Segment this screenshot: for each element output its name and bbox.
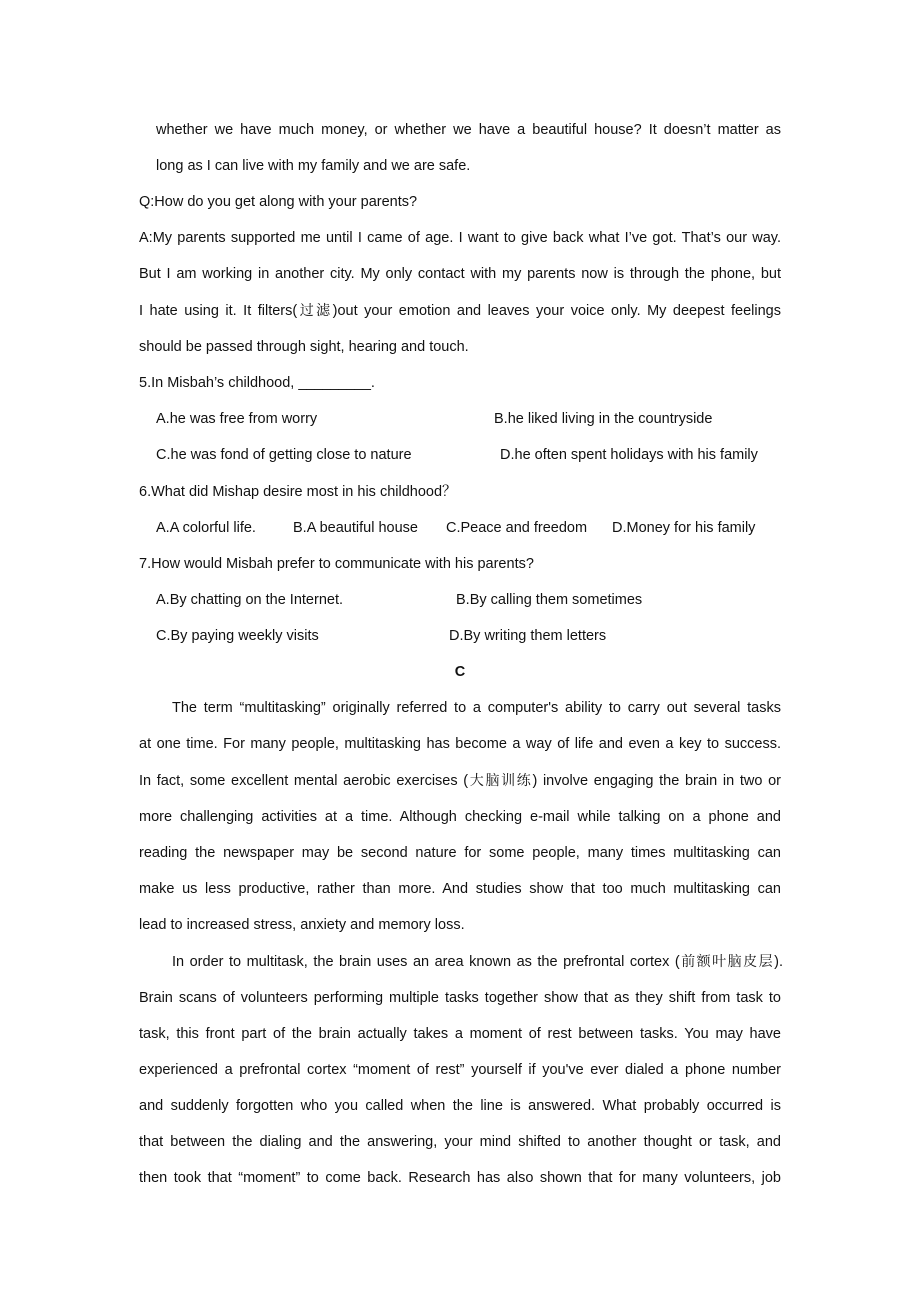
question-6-stem: 6.What did Mishap desire most in his childhood？ [139,484,457,500]
paragraph-text: In fact, some excellent mental aerobic exercises ( [139,773,469,789]
question-5-option-b: B.he liked living in the countryside [494,411,713,427]
paragraph-2-line-3: task, this front part of the brain actually takes a moment of rest between tasks. You may have [139,1026,781,1042]
interview-answer-line-3 [139,301,781,321]
question-6-option-b: B.A beautiful house [293,520,418,536]
paragraph-2-line-2: Brain scans of volunteers performing multiple tasks together show that as they shift from task to [139,990,781,1006]
question-6-option-a: A.A colorful life. [156,520,256,536]
paragraph-2-line-4: experienced a prefrontal cortex “moment of rest” yourself if you've ever dialed a phone number [139,1062,781,1078]
interview-question: Q:How do you get along with your parents? [139,194,418,210]
paragraph-1-line-1: The term “multitasking” originally referred to a computer's ability to carry out several tasks [172,700,781,716]
paragraph-2-line-6: that between the dialing and the answering, your mind shifted to another thought or task, and [139,1134,781,1150]
question-5-stem: 5.In Misbah’s childhood, _________. [139,375,375,391]
answer-text: I hate using it. It filters( [139,303,298,319]
paragraph-2-line-5: and suddenly forgotten who you called when the line is answered. What probably occurred is [139,1098,781,1114]
interview-answer-line-1: A:My parents supported me until I came of age. I want to give back what I’ve got. That’s our way. [139,230,781,246]
chinese-gloss: 前额叶脑皮层 [679,954,775,970]
paragraph-2-line-1 [172,952,783,972]
answer-text: )out your emotion and leaves your voice only. My deepest feelings [332,303,781,319]
question-5-option-d: D.he often spent holidays with his family [500,447,758,463]
paragraph-1-line-4: more challenging activities at a time. Although checking e-mail while talking on a phone and [139,809,781,825]
paragraph-text: ). [774,954,784,970]
paragraph-1-line-3 [139,771,781,791]
paragraph-2-line-7: then took that “moment” to come back. Research has also shown that for many volunteers, job [139,1170,781,1186]
chinese-gloss: 大脑训练 [468,773,533,789]
paragraph-text: ) involve engaging the brain in two or [532,773,782,789]
question-6-option-c: C.Peace and freedom [446,520,588,536]
question-6-option-d: D.Money for his family [612,520,756,536]
intro-line-2: long as I can live with my family and we are safe. [156,158,471,174]
chinese-gloss: 过滤 [297,303,333,319]
question-7-stem: 7.How would Misbah prefer to communicate with his parents? [139,556,534,572]
paragraph-text: In order to multitask, the brain uses an area known as the prefrontal cortex ( [172,954,680,970]
question-7-option-a: A.By chatting on the Internet. [156,592,344,608]
section-heading: C [454,664,466,680]
question-7-option-d: D.By writing them letters [449,628,607,644]
interview-answer-line-4: should be passed through sight, hearing and touch. [139,339,469,355]
paragraph-1-line-6: make us less productive, rather than more. And studies show that too much multitasking can [139,881,781,897]
question-5-option-a: A.he was free from worry [156,411,318,427]
intro-line-1: whether we have much money, or whether we have a beautiful house? It doesn’t matter as [156,122,781,138]
paragraph-1-line-2: at one time. For many people, multitasking has become a way of life and even a key to success. [139,736,781,752]
interview-answer-line-2: But I am working in another city. My only contact with my parents now is through the phone, but [139,266,781,282]
question-7-option-b: B.By calling them sometimes [456,592,643,608]
paragraph-1-line-7: lead to increased stress, anxiety and memory loss. [139,917,465,933]
paragraph-1-line-5: reading the newspaper may be second nature for some people, many times multitasking can [139,845,781,861]
question-5-option-c: C.he was fond of getting close to nature [156,447,412,463]
question-7-option-c: C.By paying weekly visits [156,628,319,644]
